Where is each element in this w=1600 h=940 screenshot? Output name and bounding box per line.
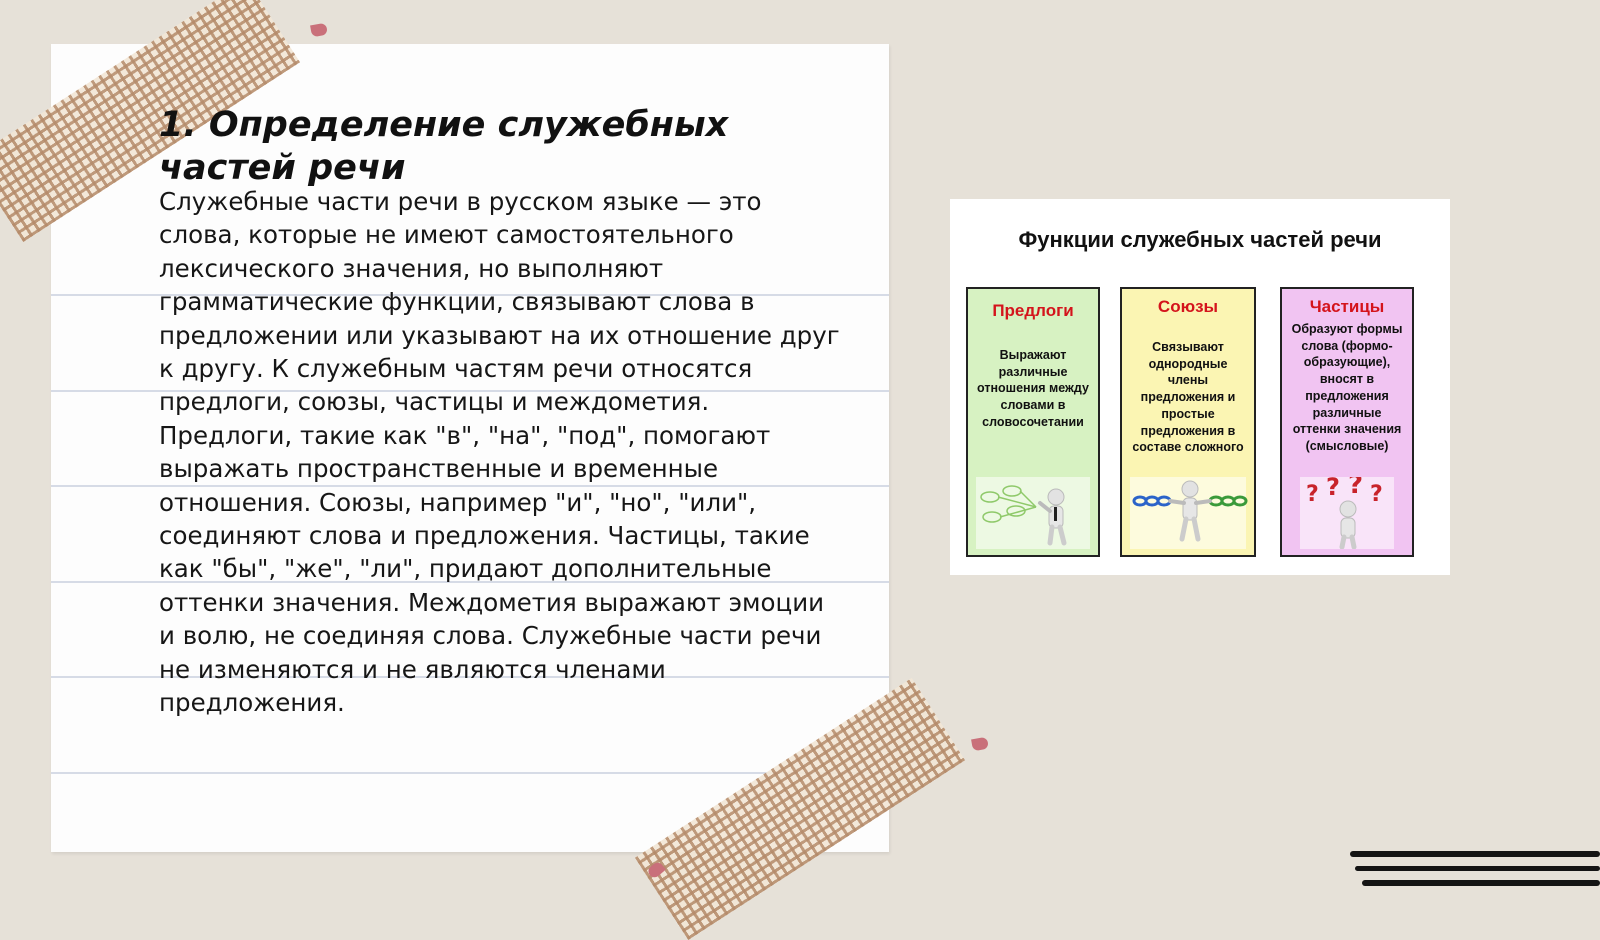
network-person-icon [976,477,1094,549]
decorative-stroke [1350,851,1600,857]
card-title: Предлоги [992,301,1074,320]
illustration-question-figure [1300,477,1394,549]
illustration-network-figure [976,477,1090,549]
svg-text:?: ? [1348,477,1364,500]
svg-text:?: ? [1326,477,1340,501]
card-title: Частицы [1309,297,1385,316]
slide-title: 1. Определение служебных частей речи [159,105,729,188]
tape-corner-decoration [971,737,989,752]
svg-text:?: ? [1306,482,1319,507]
card-description: Связывают однородные члены предложения и простые предложения в составе сложного [1132,340,1244,455]
tape-corner-decoration [310,23,328,38]
card-title: Союзы [1157,297,1219,316]
chain-person-icon [1130,477,1250,549]
card-description: Выражают различные отношения между словами в словосочетании [977,348,1089,429]
card-prepositions [966,287,1100,557]
card-description: Образуют формы слова (формо-образующие), вносят в предложения различные оттенки значения (смысловые) [1291,322,1403,453]
slide-body-text: Служебные части речи в русском языке — это слова, которые не имеют самостоятельного лексического значения, но выполняют грамматические функции, связывают слова в предложении или указывают на их отношение друг к другу. К служебным частям речи относятся предлоги, союзы, частицы и междометия. Предлоги, такие как "в", "на", "под", помогают выражать пространственные и временные отношения. Союзы, например "и", "но", "или", соединяют слова и предложения. Частицы, такие как "бы", "же", "ли", придают дополнительные оттенки значения. Междометия выражают эмоции и волю, не соединяя слова. Служебные части речи не изменяются и не являются членами предложения. [159,187,840,718]
illustration-chain-figure [1130,477,1246,549]
question-person-icon [1300,477,1398,549]
figure-title: Функции служебных частей речи [1018,227,1382,252]
functions-figure [950,199,1450,575]
card-particles [1280,287,1414,557]
card-conjunctions [1120,287,1256,557]
decorative-stroke [1362,880,1600,886]
svg-text:?: ? [1370,482,1383,507]
decorative-stroke [1355,866,1600,871]
